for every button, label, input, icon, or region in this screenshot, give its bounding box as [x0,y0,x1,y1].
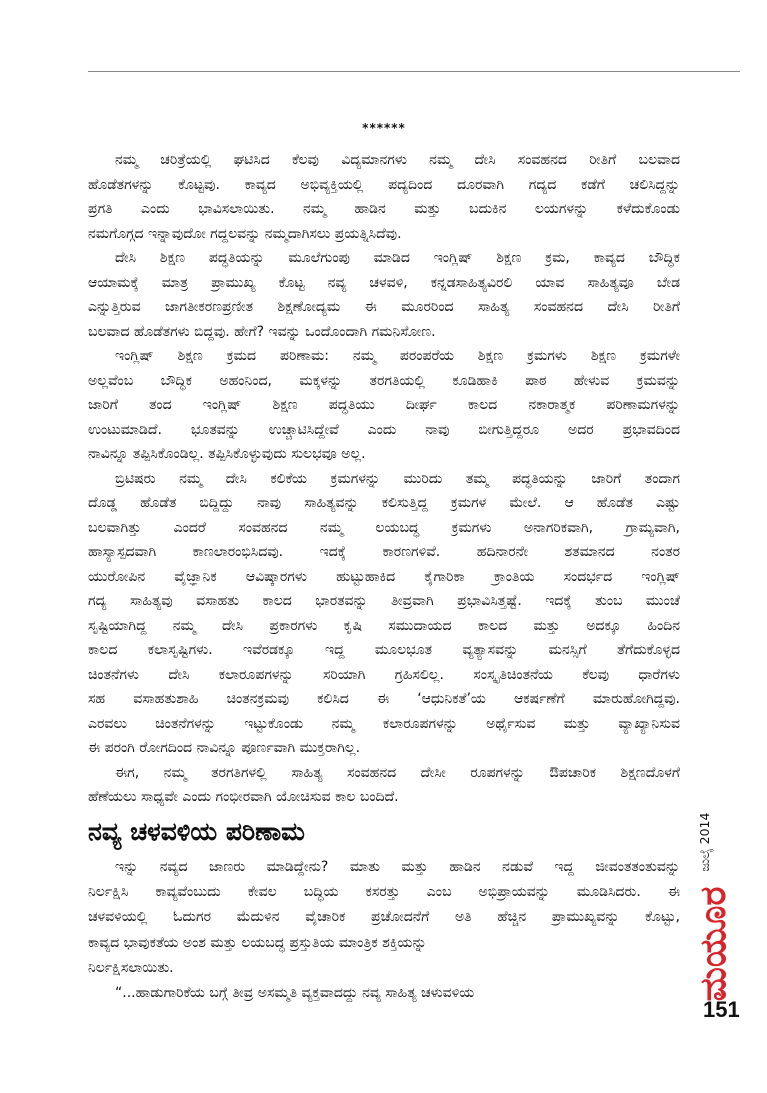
body-line: ದೊಡ್ಡ ಹೊಡೆತ ಬಿದ್ದಿದ್ದು ನಾವು ಸಾಹಿತ್ಯವನ್ನು ಕಲಿಸುತ್ತಿದ್ದ ಕ್ರಮಗಳ ಮೇಲೆ. ಆ ಹೊಡೆತ ಎಷ್ಟು [88,495,680,511]
body-line: ಈಗ, ನಮ್ಮ ತರಗತಿಗಳಲ್ಲಿ ಸಾಹಿತ್ಯ ಸಂವಹನದ ದೇಸೀ ರೂಪಗಳನ್ನು ಔಪಚಾರಿಕ ಶಿಕ್ಷಣದೊಳಗೆ [115,764,680,781]
section-body [88,855,680,1006]
issue-date: ಜುಲೈ 2014 [697,812,712,872]
body-line: ನಮ್ಮ ಚರಿತ್ರೆಯಲ್ಲಿ ಘಟಿಸಿದ ಕೆಲವು ವಿದ್ಯಮಾನಗಳು ನಮ್ಮ ದೇಸಿ ಸಂವಹನದ ರೀತಿಗೆ ಬಲವಾದ [115,152,680,168]
body-line: ಕಾಲದ ಕಲಾಸೃಷ್ಟಿಗಳು. ಇವೆರಡಕ್ಕೂ ಇದ್ದ ಮೂಲಭೂತ ವ್ಯತ್ಯಾಸವನ್ನು ಮನಸ್ಸಿಗೆ ತೆಗೆದುಕೊಳ್ಳದ [88,642,680,658]
body-line: ಚಿಂತನೆಗಳು ದೇಸಿ ಕಲಾರೂಪಗಳನ್ನು ಸರಿಯಾಗಿ ಗ್ರಹಿಸಲಿಲ್ಲ. ಸಂಸ್ಕೃತಿಚಿಂತನೆಯ ಕೆಲವು ಧಾರೆಗಳು [88,666,680,683]
body-line: ಗದ್ಯ ಸಾಹಿತ್ಯವು ವಸಾಹತು ಕಾಲದ ಭಾರತವನ್ನು ತೀವ್ರವಾಗಿ ಪ್ರಭಾವಿಸಿತ್ತಷ್ಟೆ. ಇದಕ್ಕೆ ತುಂಬ ಮುಂಚೆ [88,593,680,609]
body-line: ಬಲವಾದ ಹೊಡೆತಗಳು ಬಿದ್ದವು. ಹೇಗೆ? ಇವನ್ನು ಒಂದೊಂದಾಗಿ ಗಮನಿಸೋಣ. [88,323,436,340]
section-separator: ****** [362,121,406,135]
body-line: ಇನ್ನು ನವ್ಯದ ಜಾಣರು ಮಾಡಿದ್ದೇನು? ಮಾತು ಮತ್ತು ಹಾಡಿನ ನಡುವೆ ಇದ್ದ ಜೀವಂತತಂತುವನ್ನು [115,859,680,875]
body-line: ಈ ಪರಂಗಿ ರೋಗದಿಂದ ನಾವಿನ್ನೂ ಪೂರ್ಣವಾಗಿ ಮುಕ್ತರಾಗಿಲ್ಲ. [88,740,361,756]
body-line: ಇಂಗ್ಲಿಷ್ ಶಿಕ್ಷಣ ಕ್ರಮದ ಪರಿಣಾಮ: ನಮ್ಮ ಪರಂಪರೆಯ ಶಿಕ್ಷಣ ಕ್ರಮಗಳು ಶಿಕ್ಷಣ ಕ್ರಮಗಳೇ [115,348,680,364]
body-line: ಬ್ರಿಟಿಷರು ನಮ್ಮ ದೇಸಿ ಕಲಿಕೆಯ ಕ್ರಮಗಳನ್ನು ಮುರಿದು ತಮ್ಮ ಪದ್ಧತಿಯನ್ನು ಜಾರಿಗೆ ತಂದಾಗ [115,470,680,487]
body-line: ಹೆಣೆಯಲು ಸಾಧ್ಯವೇ ಎಂದು ಗಂಭೀರವಾಗಿ ಯೋಚಿಸುವ ಕಾಲ ಬಂದಿದೆ. [88,789,399,805]
body-line: ಚಳವಳಿಯಲ್ಲಿ ಓದುಗರ ಮೆದುಳಿನ ವೈಚಾರಿಕ ಪ್ರಚೋದನೆಗೆ ಅತಿ ಹೆಚ್ಚಿನ ಪ್ರಾಮುಖ್ಯವನ್ನು ಕೊಟ್ಟು, [88,909,680,926]
magazine-logo: ಮಯೂರ [693,886,734,1002]
body-line: ಹಾಸ್ಯಾಸ್ಪದವಾಗಿ ಕಾಣಲಾರಂಭಿಸಿದವು. ಇದಕ್ಕೆ ಕಾರಣಗಳಿವೆ. ಹದಿನಾರನೇ ಶತಮಾನದ ನಂತರ [88,544,680,560]
body-line: ಅಲ್ಲವೆಂಬ ಬೌದ್ಧಿಕ ಅಹಂನಿಂದ, ಮಕ್ಕಳನ್ನು ತರಗತಿಯಲ್ಲಿ ಕೂಡಿಹಾಕಿ ಪಾಠ ಹೇಳುವ ಕ್ರಮವನ್ನು [88,372,680,389]
body-line: ಯುರೋಪಿನ ವೈಜ್ಞಾನಿಕ ಆವಿಷ್ಕಾರಗಳು ಹುಟ್ಟುಹಾಕಿದ ಕೈಗಾರಿಕಾ ಕ್ರಾಂತಿಯ ಸಂದರ್ಭದ ಇಂಗ್ಲಿಷ್ [88,568,680,585]
body-line: ಎನ್ನುತ್ತಿರುವ ಜಾಗತೀಕರಣಪ್ರಣೀತ ಶಿಕ್ಷಣೋದ್ಯಮ ಈ ಮೂರರಿಂದ ಸಾಹಿತ್ಯ ಸಂವಹನದ ದೇಸಿ ರೀತಿಗೆ [88,299,680,315]
body-line: ಉಂಟುಮಾಡಿದೆ. ಭೂತವನ್ನು ಉಚ್ಚಾಟಿಸಿದ್ದೇವೆ ಎಂದು ನಾವು ಬೀಗುತ್ತಿದ್ದರೂ ಅದರ ಪ್ರಭಾವದಿಂದ [88,421,680,438]
article-body [88,148,680,810]
body-line: ನಮಗೊಗ್ಗದ ಇನ್ನಾವುದೋ ಗದ್ದಲವನ್ನು ನಮ್ಮದಾಗಿಸಲು ಪ್ರಯತ್ನಿಸಿದೆವು. [88,225,402,242]
header-rule [88,71,740,72]
body-line: ಜಾರಿಗೆ ತಂದ ಇಂಗ್ಲಿಷ್ ಶಿಕ್ಷಣ ಪದ್ಧತಿಯು ದೀರ್ಘ ಕಾಲದ ನಕಾರಾತ್ಮಕ ಪರಿಣಾಮಗಳನ್ನು [88,397,680,413]
body-line: ನಾವಿನ್ನೂ ತಪ್ಪಿಸಿಕೊಂಡಿಲ್ಲ. ತಪ್ಪಿಸಿಕೊಳ್ಳುವುದು ಸುಲಭವೂ ಅಲ್ಲ. [88,446,366,462]
body-line: ಸೃಷ್ಟಿಯಾಗಿದ್ದ ನಮ್ಮ ದೇಸಿ ಪ್ರಕಾರಗಳು ಕೃಷಿ ಸಮುದಾಯದ ಕಾಲದ ಮತ್ತು ಅದಕ್ಕೂ ಹಿಂದಿನ [88,617,680,634]
quote-line: “...ಹಾಡುಗಾರಿಕೆಯ ಬಗ್ಗೆ ತೀವ್ರ ಅಸಮ್ಮತಿ ವ್ಯಕ್ತವಾದದ್ದು ನವ್ಯ ಸಾಹಿತ್ಯ ಚಳುವಳಿಯ [115,984,475,1001]
body-line: ಆಯಾಮಕ್ಕೆ ಮಾತ್ರ ಪ್ರಾಮುಖ್ಯ ಕೊಟ್ಟ ನವ್ಯ ಚಳವಳಿ, ಕನ್ನಡಸಾಹಿತ್ಯವಿರಲಿ ಯಾವ ಸಾಹಿತ್ಯವೂ ಬೇಡ [88,274,680,291]
body-line: ದೇಸಿ ಶಿಕ್ಷಣ ಪದ್ಧತಿಯನ್ನು ಮೂಲೆಗುಂಪು ಮಾಡಿದ ಇಂಗ್ಲಿಷ್ ಶಿಕ್ಷಣ ಕ್ರಮ, ಕಾವ್ಯದ ಬೌದ್ಧಿಕ [115,250,680,266]
body-line: ಹೊಡೆತಗಳನ್ನು ಕೊಟ್ಟವು. ಕಾವ್ಯದ ಅಭಿವ್ಯಕ್ತಿಯಲ್ಲಿ ಪದ್ಯದಿಂದ ದೂರವಾಗಿ ಗದ್ಯದ ಕಡೆಗೆ ಚಲಿಸಿದ್ದನ್ನು [88,176,680,193]
body-line: ಪ್ರಗತಿ ಎಂದು ಭಾವಿಸಲಾಯಿತು. ನಮ್ಮ ಹಾಡಿನ ಮತ್ತು ಬದುಕಿನ ಲಯಗಳನ್ನು ಕಳೆದುಕೊಂಡು [88,201,680,217]
page-number: 151 [703,997,740,1022]
body-line: ನಿರ್ಲಕ್ಷಿಸಲಾಯಿತು. [88,959,174,976]
section-heading: ನವ್ಯ ಚಳವಳಿಯ ಪರಿಣಾಮ [88,817,305,846]
body-line: ಬಲವಾಗಿತ್ತು ಎಂದರೆ ಸಂವಹನದ ನಮ್ಮ ಲಯಬದ್ಧ ಕ್ರಮಗಳು ಅನಾಗರಿಕವಾಗಿ, ಗ್ರಾಮ್ಯವಾಗಿ, [88,519,680,536]
body-line: ನಿರ್ಲಕ್ಷಿಸಿ ಕಾವ್ಯವೆಂಬುದು ಕೇವಲ ಬದ್ಧಿಯ ಕಸರತ್ತು ಎಂಬ ಅಭಿಪ್ರಾಯವನ್ನು ಮೂಡಿಸಿದರು. ಈ [88,884,680,901]
body-line: ಎರವಲು ಚಿಂತನೆಗಳನ್ನು ಇಟ್ಟುಕೊಂಡು ನಮ್ಮ ಕಲಾರೂಪಗಳನ್ನು ಅರ್ಥೈಸುವ ಮತ್ತು ವ್ಯಾಖ್ಯಾನಿಸುವ [88,715,680,732]
body-line: ಸಹ ವಸಾಹತುಶಾಹಿ ಚಿಂತನಕ್ರಮವು ಕಲಿಸಿದ ಈ ‘ಆಧುನಿಕತೆ’ಯ ಆಕರ್ಷಣೆಗೆ ಮಾರುಹೋಗಿದ್ದವು. [88,691,680,707]
body-line: ಕಾವ್ಯದ ಭಾವುಕತೆಯ ಅಂಶ ಮತ್ತು ಲಯಬದ್ಧ ಪ್ರಸ್ತುತಿಯ ಮಾಂತ್ರಿಕ ಶಕ್ತಿಯನ್ನು [88,934,427,951]
